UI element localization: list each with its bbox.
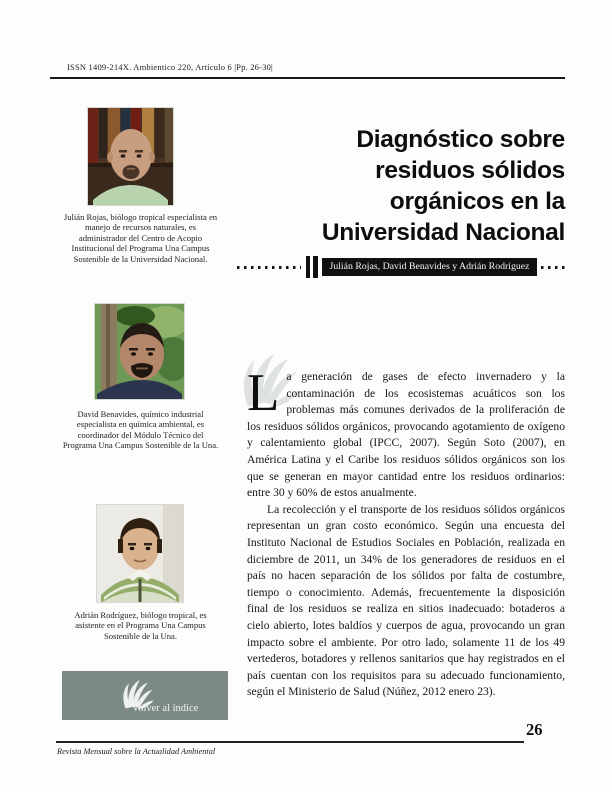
- back-to-index-label: Volver al índice: [132, 703, 199, 714]
- header-rule: [50, 77, 565, 79]
- title-line-1: Diagnóstico sobre: [356, 126, 565, 153]
- portrait-photo-julian-rojas: [88, 108, 173, 205]
- article-paragraph-2: La recolección y el transporte de los residuos sólidos orgánicos representan un gran costo económico. Según una encuesta del Instituto Nacional de Estudios Sociales en Población, realizada en diciembre de 2011, un 34% de los generadores de residuos en el país no hacen separación de los sólidos por falta de costumbre, tiempo o conocimiento. Además, frecuentemente la disposición final de los residuos se realiza en sitios inadecuado: botaderos a cielo abierto, lotes baldíos y cuerpos de agua, provocando un gran impacto sobre el ambiente. Por otro lado, solamente 11 de los 49 vertederos, botadores y rellenos sanitarios que hay registrados en el país cuentan con los requisitos para su adecuado funcionamiento, según el Ministerio de Salud (Núñez, 2012 enero 23).: [247, 502, 565, 699]
- divider-bar-icon: [313, 256, 318, 278]
- footer-journal-name: Revista Mensual sobre la Actualidad Ambiental: [57, 747, 216, 756]
- portrait-photo-adrian-rodriguez: [97, 505, 183, 602]
- portrait-caption-adrian-rodriguez: Adrián Rodríguez, biólogo tropical, es asistente en el Programa Una Campus Sostenible de la Una.: [74, 610, 207, 641]
- article-body: [247, 364, 565, 701]
- page-number: 26: [526, 720, 543, 739]
- dotted-leader-right: [541, 266, 565, 269]
- paragraph-1-text: a generación de gases de efecto invernadero y la contaminación de los ecosistemas acuáticos son los problemas más comunes derivados de la proliferación de los residuos sólidos orgánicos, provocando agotamiento de oxígeno y calentamiento global (IPCC, 2007). Según Soto (2007), en América Latina y el Caribe los residuos sólidos orgánicos son los que se generan en mayor cantidad entre los residuos ordinarios: entre 30 y 60% de estos anualmente.: [247, 370, 565, 500]
- portrait-photo-david-benavides: [95, 304, 184, 399]
- footer-rule: [56, 741, 524, 743]
- header-issn-text: ISSN 1409-214X. Ambientico 220, Artículo 6 |Pp. 26-30|: [67, 62, 273, 72]
- portrait-caption-julian-rojas: Julián Rojas, biólogo tropical especialista en manejo de recursos naturales, es administrador del Centro de Acopio Institucional del Programa Una Campus Sostenible de la Universidad Nacional.: [63, 212, 218, 264]
- title-line-2: residuos sólidos: [375, 157, 565, 184]
- dotted-leader-left: [237, 266, 301, 269]
- article-paragraph-1: [247, 364, 565, 502]
- authors-label: Julián Rojas, David Benavides y Adrián Rodríguez: [322, 258, 537, 276]
- drop-cap: L: [247, 364, 280, 422]
- divider-bar-icon: [306, 256, 310, 278]
- title-line-3: orgánicos en la: [389, 188, 565, 215]
- portrait-caption-david-benavides: David Benavides, químico industrial especialista en química ambiental, es coordinador del Módulo Técnico del Programa Una Campus Sostenible de la Una.: [62, 409, 219, 451]
- authors-bar: [237, 256, 565, 278]
- back-to-index-button[interactable]: [62, 671, 228, 720]
- title-line-4: Universidad Nacional: [321, 219, 565, 246]
- article-title: [220, 124, 565, 248]
